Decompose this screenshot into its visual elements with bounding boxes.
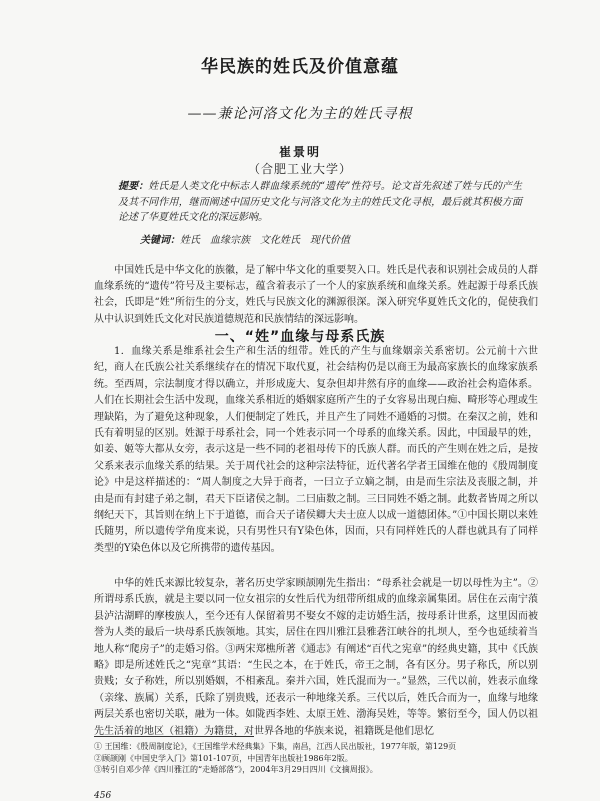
footnote-divider bbox=[94, 736, 254, 737]
paper-subtitle: ——兼论河洛文化为主的姓氏寻根 bbox=[187, 106, 413, 122]
paper-title: 华民族的姓氏及价值意蕴 bbox=[201, 57, 399, 77]
page-number: 456 bbox=[94, 791, 112, 801]
body-paragraph-1: 1．血缘关系是维系社会生产和生活的纽带。姓氏的产生与血缘姻亲关系密切。公元前十六世纪，商人在氏族公社关系继续存在的情况下取代夏，社会结构仍是以商王为最高家族长的血缘家族系统。至西周，宗法制度才得以确立，并形成庞大、复杂但却井然有序的血缘——政治社会构造体系。人们在长期社会生活中发现，血缘关系相近的婚姻家庭所产生的子女容易出现白痴、畸形等心理或生理缺陷，为了避免这种现象，人们便制定了姓氏，并且产生了同姓不通婚的习惯。在秦汉之前，姓和氏有着明显的区别。姓源于母系社会，同一个姓表示同一个母系的血缘关系。因此，中国最早的姓，如姜、姬等大都从女旁，表示这是一些不同的老祖母传下的氏族人群。而氏的产生则在姓之后，是按父系来表示血缘关系的结果。关于周代社会的这种宗法特征，近代著名学者王国维在他的《殷周制度论》中是这样描述的：“周人制度之大异于商者，一曰立子立嫡之制，由是而生宗法及丧服之制，并由是而有封建子弟之制，君天下臣诸侯之制。二曰庙数之制。三曰同姓不婚之制。此数者皆周之所以纲纪天下，其旨则在纳上下于道德，而合天子诸侯卿大夫士庶人以成一道德团体。”①中国长期以来姓氏随男，所以遗传学角度来说，只有男性只有Y染色体，因而，只有同样姓氏的人群也就具有了同样类型的Y染色体以及它所携带的遗传基因。 bbox=[94, 346, 538, 554]
footnotes bbox=[94, 741, 538, 776]
footnote-2: ②顾颉刚《中国史学入门》第101-107页，中国青年出版社1986年2版。 bbox=[94, 753, 353, 763]
footnote-3: ③转引自邓少萍《四川雅江的“走婚部落”》，2004年3月29日四川《文摘周报》。 bbox=[94, 765, 378, 774]
body-paragraph-2: 中华的姓氏来源比较复杂，著名历史学家顾颉刚先生指出：“母系社会就是一切以母性为主”。②所谓母系氏族，就是主要以同一位女祖宗的女性后代为纽带所组成的血缘亲属集团。居住在云南宁蒗县泸沽湖畔的摩梭族人，至今还有人保留着男不娶女不嫁的走访婚生活，按母系计世系，这里因而被誉为人类的最后一块母系氏族领地。其实，居住在四川雅江县雅砻江峡谷的扎坝人，至今也延续着当地人称“爬房子”的走婚习俗。③两宋郑樵所著《通志》有阐述“百代之宪章”的经典史籍，其中《氏族略》即是所述姓氏之“宪章”其语：“生民之本，在于姓氏，帝王之制，各有区分。男子称氏，所以别贵贱；女子称姓，所以别婚姻，不相紊乱。秦并六国，姓氏混而为一。”显然，三代以前，姓表示血缘（亲缘、族属）关系，氏除了别贵贱，还表示一种地缘关系。三代以后，姓氏合而为一，血缘与地缘两层关系也密切关联，融为一体。如陇西李姓、太原王姓、渤海吴姓，等等。繁衍至今，国人仍以祖先生活着的地区（祖籍）为籍贯，对世界各地的华族来说，祖籍既是他们思忆 bbox=[94, 578, 538, 737]
abstract-text: 姓氏是人类文化中标志人群血缘系统的“遗传”性符号。论文首先叙述了姓与氏的产生及其不同作用，继而阐述中国历史文化与河洛文化为主的姓氏文化寻根，最后就其积极方面论述了华夏姓氏文化的深远影响。 bbox=[118, 181, 523, 223]
author-name: 崔景明 bbox=[278, 145, 321, 159]
keywords bbox=[140, 233, 522, 248]
author-affiliation: （合肥工业大学） bbox=[247, 162, 352, 176]
abstract-label: 提要： bbox=[118, 181, 149, 192]
footnote-1: ① 王国维：《殷周制度论》，《王国维学术经典集》下集，南昌，江西人民出版社，1977年版，第129页 bbox=[94, 742, 457, 751]
section-heading: 一、“姓”血缘与母系氏族 bbox=[214, 329, 386, 345]
keywords-label: 关键词： bbox=[140, 235, 180, 246]
intro-paragraph: 中国姓氏是中华文化的族徽，是了解中华文化的重要契入口。姓氏是代表和识别社会成员的人群血缘系统的“遗传”符号及主要标志，蕴含着表示了一个人的家族系统和血缘关系。姓起源于母系氏族社会，氏即是“姓”所衍生的分支，姓氏与民族文化的渊源很深。深入研究华夏姓氏文化的，促使我们从中认识到姓氏文化对民族道德规范和民族情结的深远影响。 bbox=[94, 265, 538, 325]
keywords-text: 姓氏 血缘宗族 文化姓氏 现代价值 bbox=[180, 235, 350, 246]
abstract bbox=[118, 179, 522, 226]
